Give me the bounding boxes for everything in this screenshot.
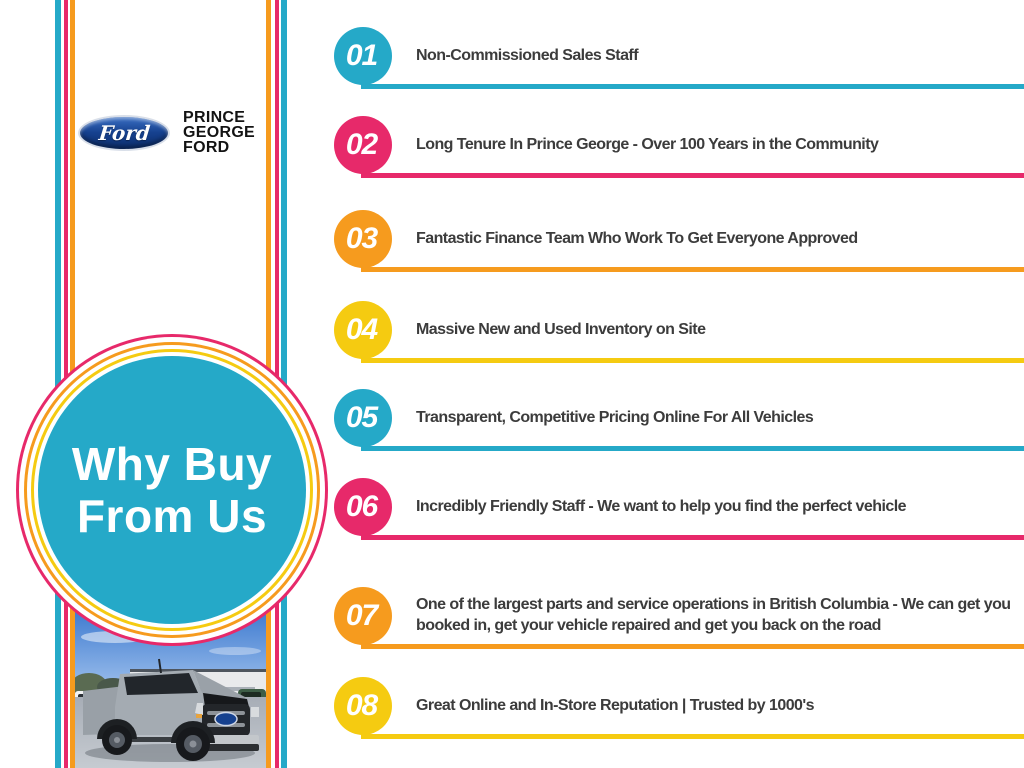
benefit-number: 04 — [345, 313, 378, 346]
benefit-number: 03 — [345, 222, 378, 255]
dealer-name-line1: PRINCE — [183, 109, 246, 126]
benefit-number-badge — [334, 478, 392, 536]
benefit-item — [334, 587, 1024, 645]
benefit-label: One of the largest parts and service operations in British Columbia - We can get you booked in, get your vehicle repaired and get you back on the road — [416, 596, 1011, 634]
benefit-number: 02 — [345, 128, 378, 161]
benefit-label: Fantastic Finance Team Who Work To Get Everyone Approved — [416, 230, 858, 247]
benefit-item — [334, 389, 1024, 447]
benefit-label: Long Tenure In Prince George - Over 100 Years in the Community — [416, 136, 879, 153]
ford-script-text: Ford — [97, 120, 151, 145]
benefit-number: 05 — [345, 401, 378, 434]
benefit-item — [334, 27, 1024, 85]
benefit-number: 07 — [345, 599, 378, 632]
dealer-name-line3: FORD — [183, 139, 230, 156]
benefit-item — [334, 677, 1024, 735]
benefit-number: 01 — [345, 39, 378, 72]
benefit-label: Great Online and In-Store Reputation | Trusted by 1000's — [416, 697, 815, 714]
benefit-label: Incredibly Friendly Staff - We want to help you find the perfect vehicle — [416, 498, 906, 515]
benefit-number-badge — [334, 27, 392, 85]
benefit-number-badge — [334, 389, 392, 447]
benefit-number-badge — [334, 301, 392, 359]
benefit-label: Non-Commissioned Sales Staff — [416, 47, 638, 64]
benefit-number-badge — [334, 116, 392, 174]
badge-title-line2: From Us — [76, 490, 268, 542]
benefit-label: Transparent, Competitive Pricing Online For All Vehicles — [416, 409, 814, 426]
benefit-number: 06 — [345, 490, 378, 523]
benefit-number-badge — [334, 587, 392, 645]
why-buy-badge — [38, 356, 306, 624]
benefit-number-badge — [334, 677, 392, 735]
benefit-item — [334, 301, 1024, 359]
benefit-number-badge — [334, 210, 392, 268]
benefit-label: Massive New and Used Inventory on Site — [416, 321, 706, 338]
benefit-item — [334, 116, 1024, 174]
benefit-item — [334, 478, 1024, 536]
benefit-number: 08 — [345, 689, 378, 722]
dealer-name-line2: GEORGE — [183, 124, 256, 141]
badge-title-line1: Why Buy — [71, 437, 273, 490]
benefit-item — [334, 210, 1024, 268]
